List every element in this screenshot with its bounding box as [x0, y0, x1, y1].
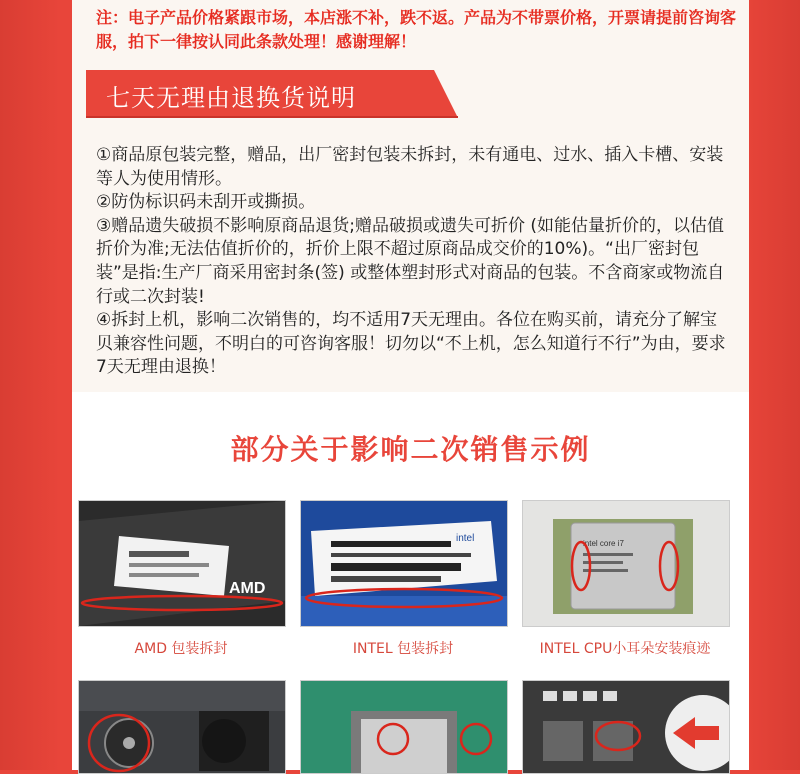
- rule-3: ③赠品遗失破损不影响原商品退货;赠品破损或遗失可折价 (如能估量折价的，以估值折价为准;无法估值折价的，折价上限不超过原商品成交价的10%)。“出厂密封包装”是指:生产厂商采用密封条(签) 或整体塑封形式对商品的包装。不含商家或物流自行或二次封装!: [96, 215, 725, 307]
- socket-pins-photo-icon: [300, 680, 508, 774]
- cpu-photo-icon: [522, 500, 730, 627]
- intel-logo: intel: [456, 533, 475, 544]
- motherboard-socket-photo-icon: [78, 680, 286, 774]
- rules-text: [96, 144, 731, 380]
- rule-2: ②防伪标识码未刮开或撕损。: [96, 192, 316, 213]
- banner-title: 七天无理由退换货说明: [106, 84, 356, 112]
- amd-logo: AMD: [229, 580, 266, 597]
- caption-intel: INTEL 包装拆封: [352, 641, 454, 657]
- cpu-label: intel core i7: [583, 539, 624, 548]
- section-banner: [86, 70, 458, 118]
- caption-amd: AMD 包装拆封: [134, 641, 228, 657]
- vrm-arrow-photo-icon: [522, 680, 730, 774]
- examples-panel: [72, 392, 749, 770]
- rule-4: ④拆封上机，影响二次销售的，均不适用7天无理由。各位在购买前，请充分了解宝贝兼容性问题，不明白的可咨询客服！切勿以“不上机，怎么知道行不行”为由，要求7天无理由退换！: [96, 310, 726, 378]
- examples-title: 部分关于影响二次销售示例: [230, 433, 591, 466]
- price-notice: 注：电子产品价格紧跟市场，本店涨不补，跌不返。产品为不带票价格，开票请提前咨询客服，拍下一律按认同此条款处理！感谢理解！: [96, 8, 737, 51]
- amd-box-photo-icon: [78, 500, 286, 627]
- rule-1: ①商品原包装完整，赠品，出厂密封包装未拆封，未有通电、过水、插入卡槽、安装等人为使用情形。: [96, 145, 724, 189]
- intel-box-photo-icon: [300, 500, 508, 627]
- caption-cpu: INTEL CPU小耳朵安装痕迹: [539, 641, 711, 657]
